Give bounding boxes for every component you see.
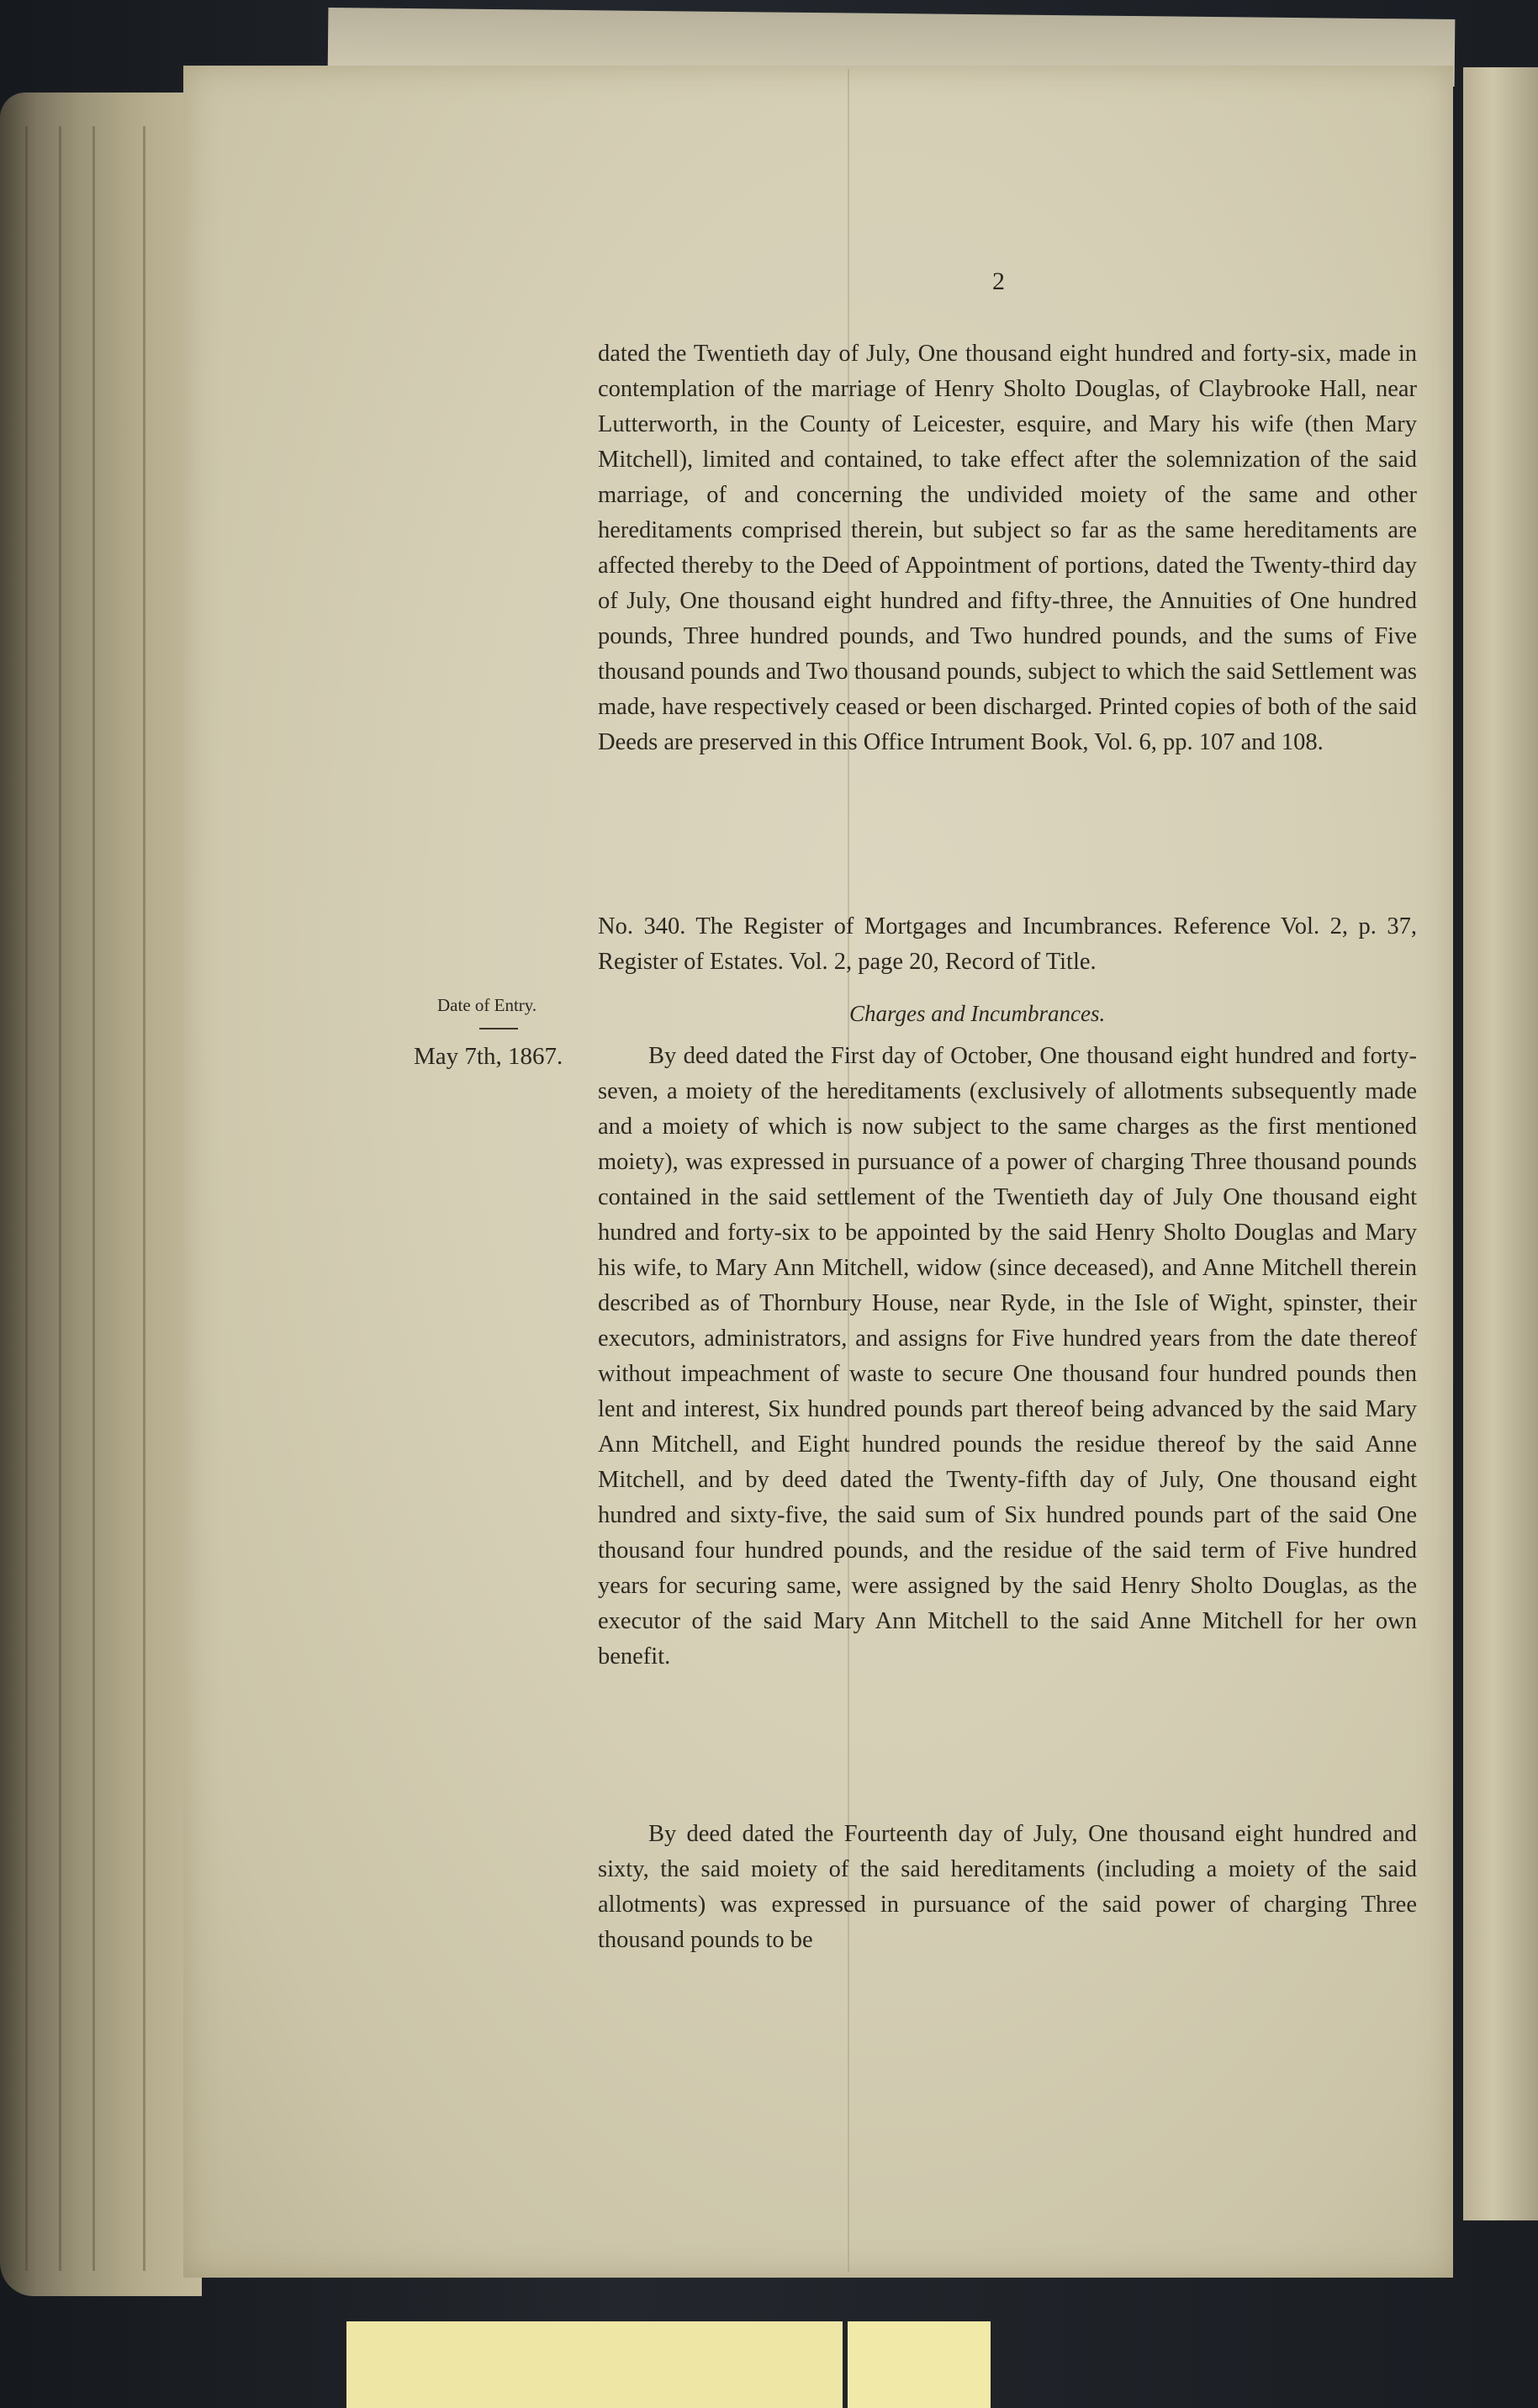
section-heading: Charges and Incumbrances.	[849, 1001, 1106, 1026]
margin-rule	[479, 1028, 518, 1029]
paragraph-deed-continuation: dated the Twentieth day of July, One thousand eight hundred and forty-six, made in contemplation of the marriage of Henry Sholto Douglas, of Claybrooke Hall, near Lutterworth, in the County of Leicester, esquire, and Mary his wife (then Mary Mitchell), limited and contained, to take effect after the solemnization of the said marriage, of and concerning the undivided moiety of the same and other hereditaments comprised therein, but subject so far as the same hereditaments are affected thereby to the Deed of Appointment of portions, dated the Twenty-third day of July, One thousand eight hundred and fifty-three, the Annuities of One hundred pounds, Three hundred pounds, and Two hundred pounds, and the sums of Five thousand pounds and Two thousand pounds, subject to which the said Settlement was made, have respectively ceased or been discharged. Printed copies of both of the said Deeds are preserved in this Office Intrument Book, Vol. 6, pp. 107 and 108.	[598, 341, 1417, 755]
paragraph-second-charge: By deed dated the Fourteenth day of July, One thousand eight hundred and sixty, the said moiety of the said hereditaments (including a moiety of the said allotments) was expressed in pursuance of the said power of charging Three thousand pounds to be	[598, 1821, 1417, 1953]
right-page-edges	[1463, 67, 1538, 2220]
yellow-tab-right	[848, 2321, 991, 2408]
page-edge-line	[92, 126, 95, 2271]
page-edge-line	[143, 126, 145, 2271]
left-page-edges	[0, 93, 202, 2296]
paragraph-register-reference: No. 340. The Register of Mortgages and Incumbrances. Reference Vol. 2, p. 37, Register of Estates. Vol. 2, page 20, Record of Title.	[598, 913, 1417, 975]
entry-date: May 7th, 1867.	[414, 1043, 563, 1070]
date-of-entry-label: Date of Entry.	[437, 995, 537, 1015]
page-number: 2	[992, 267, 1005, 295]
page-edge-line	[25, 126, 28, 2271]
page-edge-line	[59, 126, 61, 2271]
paragraph-first-charge: By deed dated the First day of October, One thousand eight hundred and forty-seven, a moiety of the hereditaments (exclusively of allotments subsequently made and a moiety of which is now subject to the same charges as the first mentioned moiety), was expressed in pursuance of a power of charging Three thousand pounds contained in the said settlement of the Twentieth day of July One thousand eight hundred and forty-six to be appointed by the said Henry Sholto Douglas and Mary his wife, to Mary Ann Mitchell, widow (since deceased), and Anne Mitchell therein described as of Thornbury House, near Ryde, in the Isle of Wight, spinster, their executors, administrators, and assigns for Five hundred years from the date thereof without impeachment of waste to secure One thousand four hundred pounds then lent and interest, Six hundred pounds part thereof being advanced by the said Mary Ann Mitchell, and Eight hundred pounds the residue thereof by the said Anne Mitchell, and by deed dated the Twenty-fifth day of July, One thousand eight hundred and sixty-five, the said sum of Six hundred pounds part of the said One thousand four hundred pounds, and the residue of the said term of Five hundred years for securing same, were assigned by the said Henry Sholto Douglas, as the executor of the said Mary Ann Mitchell to the said Anne Mitchell for her own benefit.	[598, 1043, 1417, 1670]
yellow-tab	[346, 2321, 843, 2408]
